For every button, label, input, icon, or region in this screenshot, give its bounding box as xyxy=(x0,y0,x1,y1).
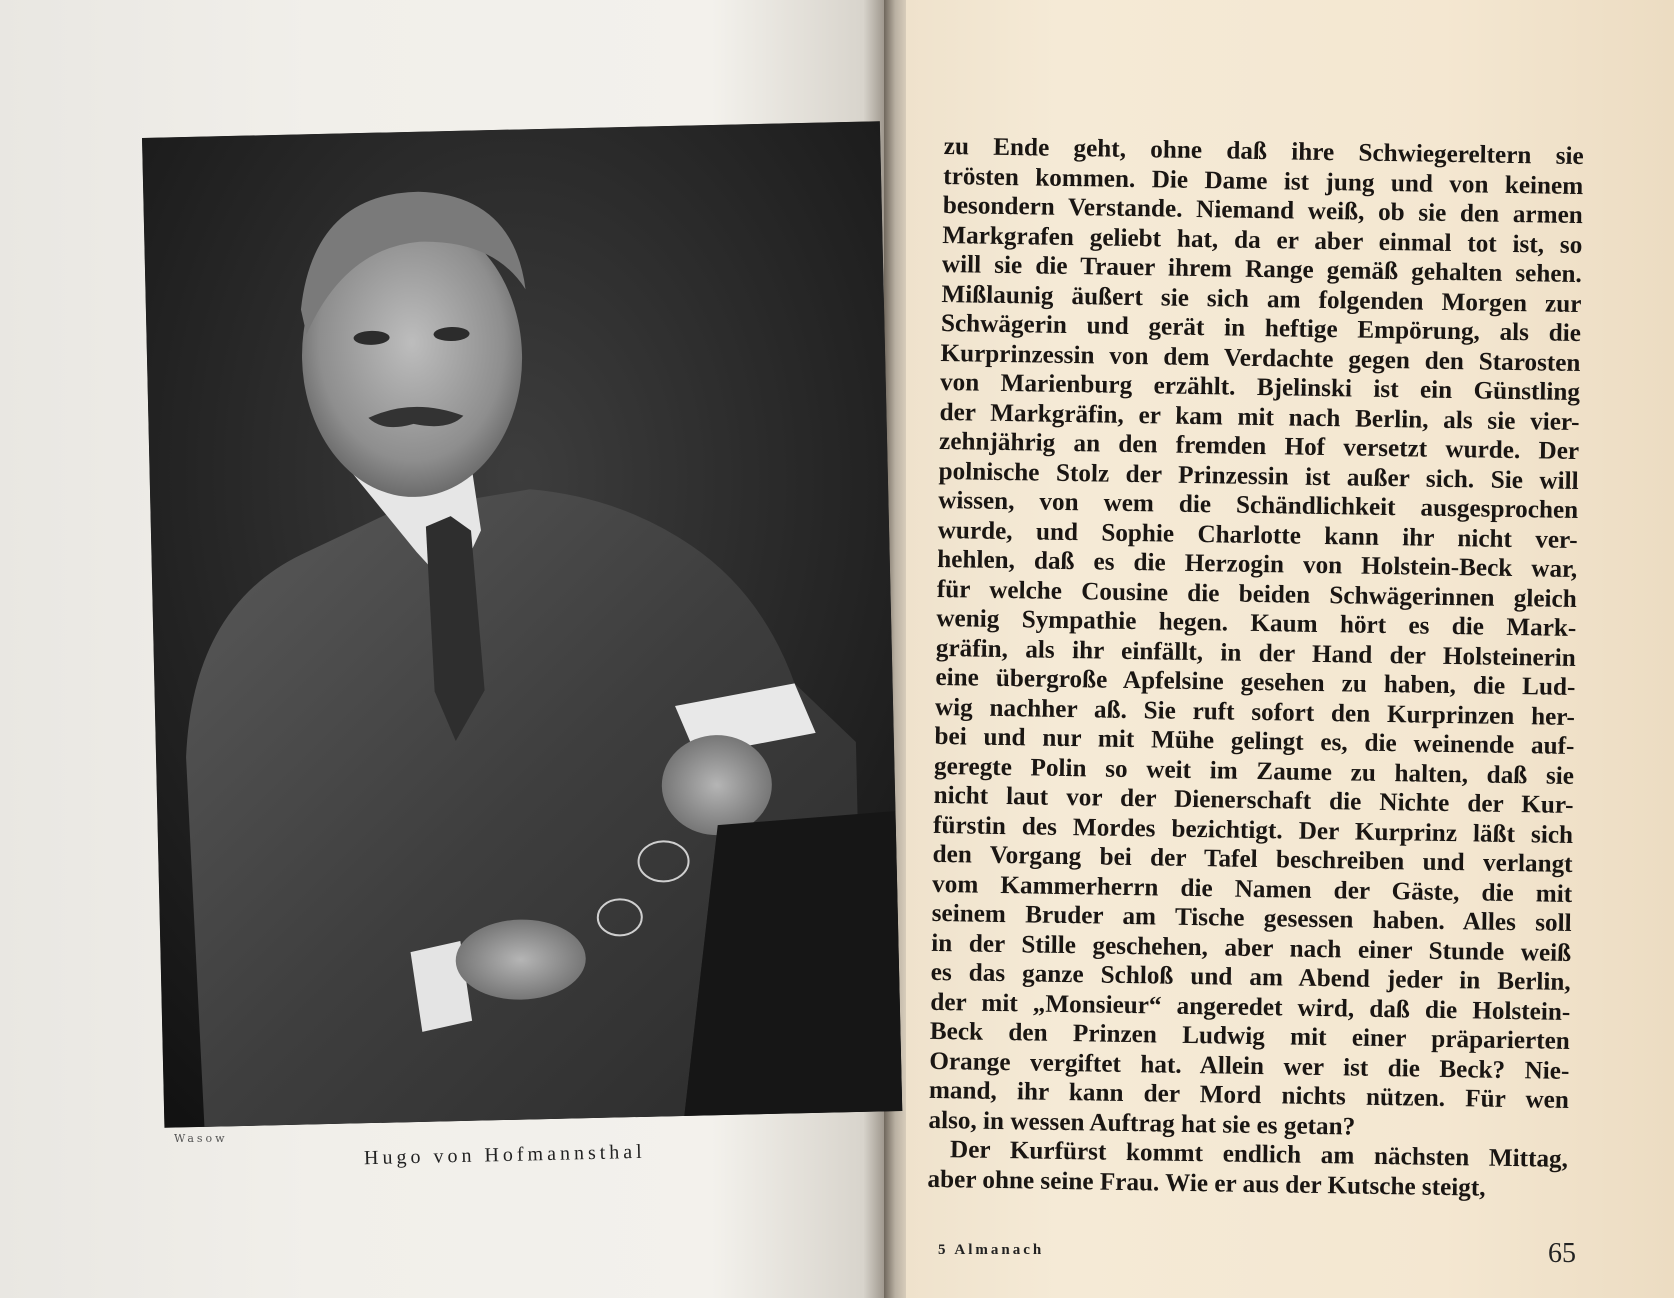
text-line: Beck den Prinzen Ludwig mit einer präparierten xyxy=(929,1017,1571,1055)
text-line: will sie die Trauer ihrem Range gemäß gehalten sehen. xyxy=(941,250,1583,289)
text-line: der mit „Monsieur“ angeredet wird, daß die Holstein- xyxy=(930,988,1571,1026)
text-line: Kurprinzessin von dem Verdachte gegen den Starosten xyxy=(940,339,1581,377)
text-line: geregte Polin so weit im Zaume zu halten, daß sie xyxy=(933,752,1575,790)
text-line: Markgrafen geliebt hat, da er aber einmal tot ist, so xyxy=(942,221,1583,259)
page-number: 65 xyxy=(1548,1238,1576,1269)
text-line: zu Ende geht, ohne daß ihre Schwiegereltern sie xyxy=(943,132,1584,171)
text-line: mand, ihr kann der Mord nichts nützen. Für wen xyxy=(928,1076,1570,1114)
text-line: für welche Cousine die beiden Schwägerinnen gleich xyxy=(936,575,1577,613)
text-line: fürstin des Mordes bezichtigt. Der Kurprinz läßt sich xyxy=(932,811,1574,849)
text-line: von Marienburg erzählt. Bjelinski ist ein Günstling xyxy=(939,368,1581,407)
text-line: also, in wessen Auftrag hat sie es getan? xyxy=(928,1106,1356,1141)
text-line: den Vorgang bei der Tafel beschreiben und verlangt xyxy=(932,840,1573,878)
portrait-photo xyxy=(142,121,902,1127)
text-line: wenig Sympathie hegen. Kaum hört es die Mark- xyxy=(936,604,1577,642)
text-line: wurde, und Sophie Charlotte kann ihr nicht ver- xyxy=(937,516,1578,554)
text-line: Orange vergiftet hat. Allein wer ist die Beck? Nie- xyxy=(929,1047,1570,1085)
text-line: wig nachher aß. Sie ruft sofort den Kurprinzen her- xyxy=(934,693,1576,731)
text-line: besondern Verstande. Niemand weiß, ob sie den armen xyxy=(942,191,1583,230)
text-line: der Markgräfin, er kam mit nach Berlin, als sie vier- xyxy=(939,398,1580,436)
text-line: bei und nur mit Mühe gelingt es, die weinende auf- xyxy=(934,722,1575,760)
text-line: Der Kurfürst kommt endlich am nächsten Mittag, xyxy=(949,1136,1569,1173)
text-line: zehnjährig an den fremden Hof versetzt wurde. Der xyxy=(938,427,1580,466)
text-line: vom Kammerherrn die Namen der Gäste, die mit xyxy=(931,870,1573,908)
photo-caption: Hugo von Hofmannsthal xyxy=(363,1140,646,1170)
text-line: eine übergroße Apfelsine gesehen zu haben, die Lud- xyxy=(935,663,1576,701)
text-line: Schwägerin und gerät in heftige Empörung, als die xyxy=(940,309,1582,348)
text-line: wissen, von wem die Schändlichkeit ausgesprochen xyxy=(937,486,1579,525)
text-line: hehlen, daß es die Herzogin von Holstein-Beck war, xyxy=(937,545,1578,583)
text-line: Mißlaunig äußert sie sich am folgenden Morgen zur xyxy=(941,280,1582,318)
photo-credit: Wasow xyxy=(174,1132,228,1145)
text-line: in der Stille geschehen, aber nach einer Stunde weiß xyxy=(931,929,1572,967)
text-line: trösten kommen. Die Dame ist jung und von keinem xyxy=(943,162,1584,200)
text-line: aber ohne seine Frau. Wie er aus der Kutsche steigt, xyxy=(927,1165,1486,1202)
text-line: seinem Bruder am Tische gesessen haben. Alles soll xyxy=(931,899,1572,937)
text-line: es das ganze Schloß und am Abend jeder in Berlin, xyxy=(930,958,1571,996)
body-text xyxy=(927,132,1584,1204)
signature-mark: 5 Almanach xyxy=(938,1242,1045,1258)
text-line: gräfin, als ihr einfällt, in der Hand der Holsteinerin xyxy=(935,634,1577,672)
text-line: polnische Stolz der Prinzessin ist außer sich. Sie will xyxy=(938,457,1579,495)
text-line: nicht laut vor der Dienerschaft die Nichte der Kur- xyxy=(933,781,1574,819)
